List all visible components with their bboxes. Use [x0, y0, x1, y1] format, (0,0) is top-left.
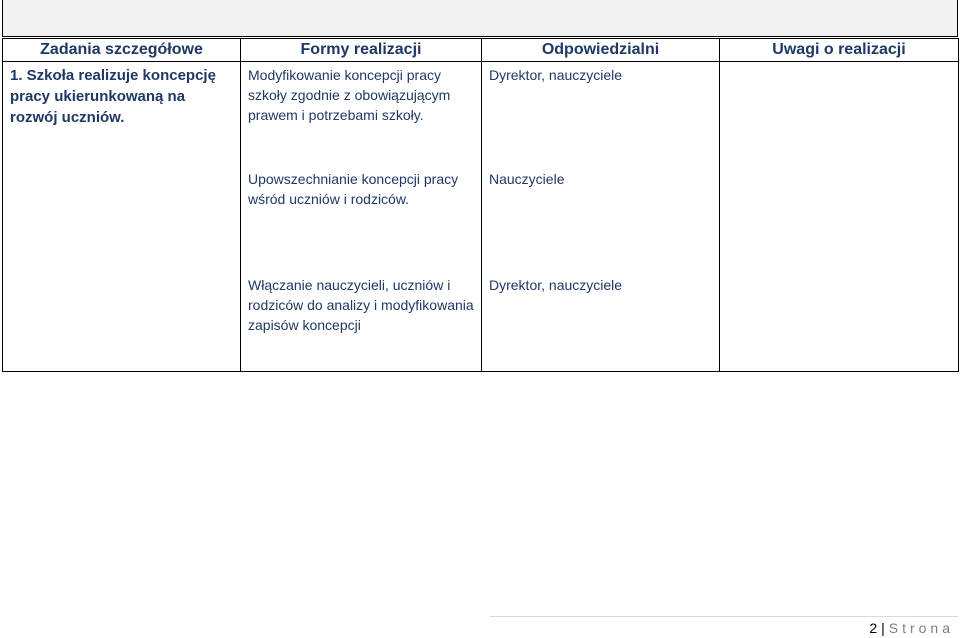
notes-cell	[720, 62, 959, 372]
page-footer	[869, 620, 954, 636]
responsible-item: Nauczyciele	[489, 171, 565, 187]
footer-separator: |	[881, 620, 885, 636]
form-item: Modyfikowanie koncepcji pracy szkoły zgodnie z obowiązującym prawem i potrzebami szkoły.	[248, 67, 451, 123]
column-header-forms: Formy realizacji	[241, 39, 482, 62]
form-item: Włączanie nauczycieli, uczniów i rodziców do analizy i modyfikowania zapisów koncepcji	[248, 277, 474, 333]
column-header-tasks: Zadania szczegółowe	[3, 39, 241, 62]
column-header-responsible: Odpowiedzialni	[482, 39, 720, 62]
forms-cell	[241, 62, 482, 372]
table-row	[3, 62, 959, 372]
responsible-item: Dyrektor, nauczyciele	[489, 277, 623, 293]
task-text: 1. Szkoła realizuje koncepcję pracy ukierunkowaną na rozwój uczniów.	[10, 67, 216, 126]
form-item: Upowszechnianie koncepcji pracy wśród uczniów i rodziców.	[248, 171, 459, 207]
responsible-cell	[482, 62, 720, 372]
page-number: 2	[869, 620, 878, 636]
responsible-item: Dyrektor, nauczyciele	[489, 67, 623, 83]
plan-table	[2, 38, 959, 372]
column-header-notes: Uwagi o realizacji	[720, 39, 959, 62]
header-row	[3, 39, 959, 62]
footer-divider	[490, 616, 958, 617]
page-label: Strona	[888, 620, 954, 636]
header-band	[2, 0, 958, 37]
task-cell	[3, 62, 241, 372]
